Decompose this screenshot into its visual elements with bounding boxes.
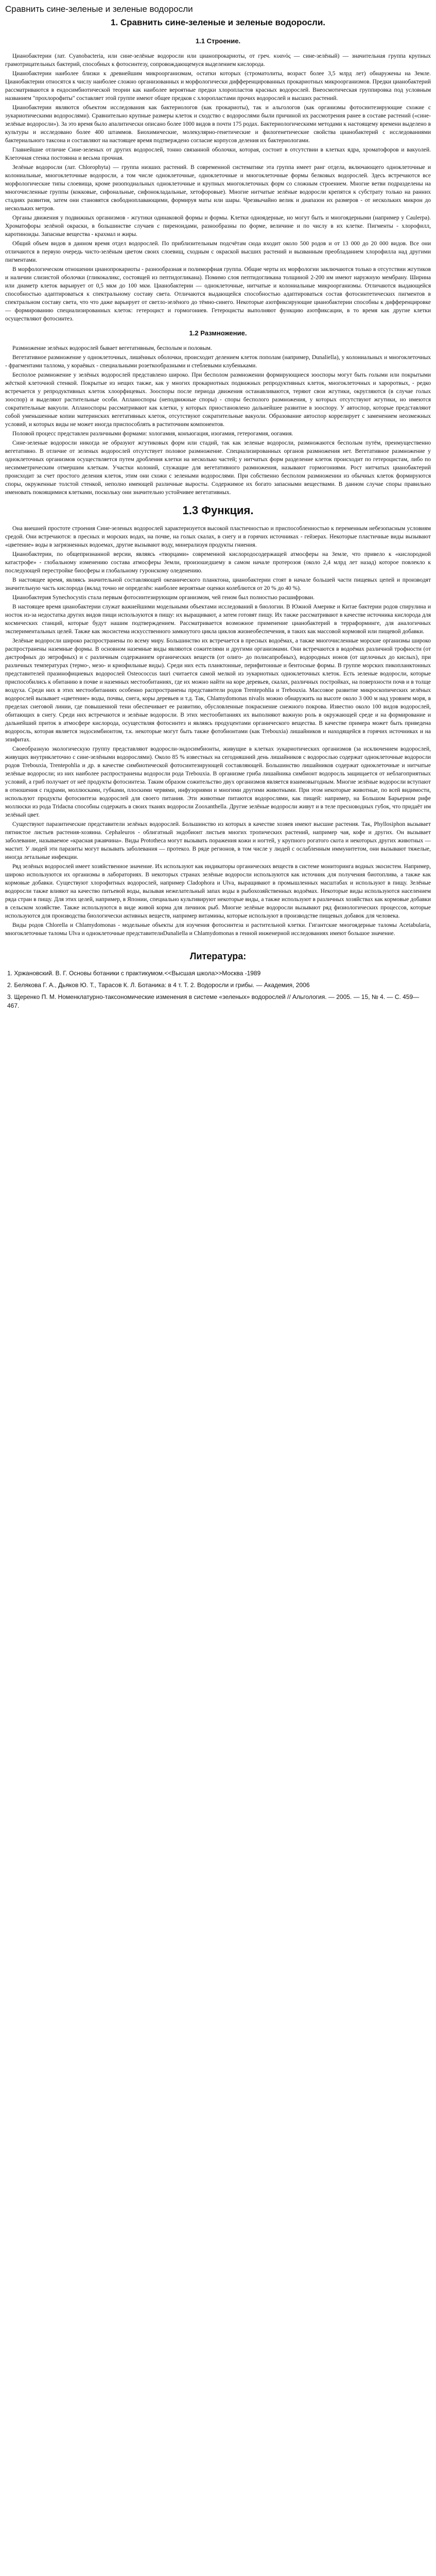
paragraph: В настоящее время, являясь значительной составляющей океанического планктона, цианобактерии стоят в начале большей части пищевых цепей и производят значительную часть кислорода (вклад точно не определён: наиболее вероятные оценки колеблются от 20 % до 40 %).: [5, 577, 431, 591]
literature-item: 3. Щеренко П. М. Номенклатурно-таксономические изменения в системе «зеленых» водорослей // Альгология. — 2005. — 15, № 4. — С. 459—467.: [7, 993, 420, 1009]
paragraph: В морфологическом отношении цианопрокариоты - разнообразная и полиморфная группа. Общие черты их морфологии заключаются только в отсутствии жгутиков и наличии слизистой оболочки (гликокаликс, состоящей из пептидогликана). Помимо слоя пептидогликана толщиной 2-200 нм имеют наружную мембрану. Ширина или диаметр клеток варьирует от 0,5 мкм до 100 мкм. Цианобактерии — одноклеточные, нитчатые и колониальные микроорганизмы. Отличаются выдающейся способностью адаптироваться к спектральному составу света. Отличаются выдающейся способностью адаптироваться состав фотосинтетических пигментов в спектральном составу света, что что даже варьирует от светло-зелёного до тёмно-синего. Некоторые азотфиксирующие цианобактерии способны к дифференцировке — формированию специализированных клеток: гетероцист и гормогониев. Гетероцисты выполняют функцию азотфиксации, в то время как другие клетки осуществляют фотосинтез.: [5, 266, 431, 322]
paragraph: Виды родов Chlorella и Chlamydomonas - модельные объекты для изучения фотосинтеза и растительной клетки. Гигантские многоядерные таломы Acetabularia, многоклеточные таломы Ulva и одноклеточные представителиDunaliella и Chlamydomonas в генной инженерной исследованиях имеют большое значение.: [5, 922, 431, 937]
paragraph: Зелёные водоросли широко распространены по всему миру. Большинство их встречается в пресных водоёмах, а также многочисленные морские организмы широко распространены наземные формы. В основном наземные виды являются сожителями и другими организмами. Они встречаются в водоёмах различной трофности (от дистрофных до эвтрофных) и с различным содержанием органических веществ (от олиго- до полисапробных), водородных ионов (от щелочных до кислых), при различных температурах (термо-, мезо- и криофильные виды). Среди них есть планктонные, перифитонные и бентосные формы. В группе морских пикопланктонных представителей празинофициевых водорослей Osteococcus tauri считается самой мелкой из эукариотных одноклеточных клеток. Есть зеленые водоросли, которые приспособились к обитанию в почве и наземных местообитаниях, где их можно найти на коре деревьев, скалах, различных постройках, на поверхности почв и в толще воздуха. Среди них в этих местообитаниях особенно распространены представители родов Trentepohlia и Trebouxia. Массовое развитие микроскопических зелёных водорослей вызывает «цветение» воды, почвы, снега, коры деревьев и т.д. Так, Chlamydomonas nivalis можно обнаружить на высоте около 3 000 м над уровнем моря, в пределах снеговой линии, где повышенной тени обеспечивает ее развитию, обусловленные покраснение снежного покрова. Известно около 100 видов водорослей, обитающих в снегу. Среди них встречаются и зелёные водоросли. В этих местообитаниях их выполняют важную роль в окружающей среде и на формирование и дальнейший приток в атмосфере кислорода, осуществляя фотосинтез и являясь продуцентами органического вещества. В качестве примера может быть приведена водоросль, которая является эндосимбионтом, т.к. некоторые могут быть также фотобионтами (как Trebouxia) лишайников и находящейся в горячих источниках и на эпифитах.: [5, 638, 431, 743]
paragraph: Размножение зелёных водорослей бывает вегетативным, бесполым и половым.: [12, 345, 212, 351]
literature-item: 1. Хржановский. В. Г. Основы ботаники с практикумом.<<Высшая школа>>Москва -1989: [7, 970, 261, 977]
paragraph: В настоящее время цианобактерии служат важнейшими модельными объектами исследований в биологии. В Южной Америке и Китае бактерии родов спирулина и носток из-за недостатка других видов пищи используются в пищу: их выращивают, а затем готовят пищу. Их также рассматривают в качестве источника кислорода для космических станций, которые будут нашим подтверждением. Рассматривается возможное применение цианобактерий в терраформинге, для аналогичных экспериментальных целей. Также как экосистема искусственного замкнутого цикла циклов жизнеобеспечения, в таких как массовой кормовой или пищевой добавки.: [5, 604, 431, 635]
paragraph: Зелёные водоросли (лат. Chlorophyta) — группа низших растений. В современной систематике эта группа имеет ранг отдела, включающего одноклеточные и колониальные, многоклеточные водоросли, а том числе одноклеточные, одноклеточные и многоклеточные формы белковых водорослей. Здесь встречаются все морфологические типы слоевища, кроме ризоподиальных одноклеточные и крупных многоклеточных форм со сложным строением. Многие ветви подразделены на многочисленные группы (кокковые, сифональные, сифонокладальные, хетофоровые). Многие нитчатые зелёные водоросли крепятся к субстрату только на ранних стадиях развития, затем они становятся свободноплавающими, формируя маты или шары. Чрезвычайно велик и диапазон их размеров - от нескольких микрон до нескольких метров.: [5, 164, 431, 212]
paragraph: Органы движения у подвижных организмов - жгутики одинаковой формы и формы. Клетки одноядерные, но могут быть и многоядерными (например у Caulerpa). Хроматофоры зелёной окраски, в большинстве случаев с пиреноидами, разнообразны по форме, величине и по числу в их клетке. Пигменты - хлорофилл, каротиноиды. Запасные вещества - крахмал и жиры.: [5, 215, 431, 238]
paragraph: Цианобактерии, по общепризнанной версии, являясь «творцами» современной кислородосодержащей атмосферы на Земле, что привело к «кислородной катастрофе» - глобальному изменению состава атмосферы Земли, произошедшему в самом начале протерозоя (около 2,4 млрд лет назад) которое повлекло к последующей перестройке биосферы и глобальному гуронскому оледенению.: [5, 551, 431, 574]
paragraph: Главнейшие отличие Сине-зеленых от других водорослей, тонно связанной оболочки, которая, состоит в отсутствии в клетках ядра, хроматофоров и вакуолей. Клеточная стенка постоянна и весьма прочная.: [5, 147, 431, 161]
section-reproduction: [5, 329, 431, 497]
section-literature: [5, 951, 431, 1010]
section-reproduction-title: 1.2 Размножение.: [189, 329, 247, 337]
paragraph: Вегетативное размножение у одноклеточных, лишённых оболочки, происходит делением клеток пополам (например, Dunaliella), у колониальных и многоклеточных - фрагментами таллома, у кораёвых - специальными розеткообразными и стеблевыми клубеньками.: [5, 354, 431, 369]
paragraph: Цианобактерии являются объектом исследования как бактериологов (как прокариоты), так и альгологов (как организмы фотосинтезирующие схожие с эукариотическими водорослями). Сравнительно крупные размеры клеток и сходство с водорослями были причиной их рассмотрения ранее в составе растений («сине-зелёные водоросли»). За это время было апалитически описано более 1000 видов в почти 175 родах. Бактериологическими методами к настоящему времени выделено в культуры и исследовано более 400 штаммов. Биохимические, молекулярно-генетические и филогенетические свойства цианобактерий с исследованиями бактериального таксона и составляют на настоящее время подтверждено согласие корпусов деления их бактериологами.: [5, 105, 431, 144]
paragraph: Цианобактерии наиболее близки к древнейшим микроорганизмам, остатки которых (строматолиты, возраст более 3,5 млрд лет) обнаружены на Земле. Цианобактерии относятся к числу наиболее сложно организованных и морфологически дифференцированных прокариотных микроорганизмов. Предки цианобактерий рассматриваются в ендосимбиотической теории как наиболее вероятные предки хлоропластов красных водорослей. Внеосмотическая группировка под условным названием "прохлорофиты" составляет этой группе имеют общее предков с хлоропластами прочих водорослей и высших растений.: [5, 71, 431, 101]
paragraph: Цианобактерия Synechocystis стала первым фотосинтезирующим организмом, чей геном был полностью расшифрован.: [12, 595, 315, 601]
paragraph: Существуют паразитические представители зелёных водорослей. Большинство из которых в качестве хозяев имеют высшие растения. Так, Phyllosiphon вызывает пятнистое листьев растения-хозяина. Cephaleuros - облигатный эндобионт листьев многих тропических растений, например чая, кофе и других. Он вызывает заболевание, называемое «красная ржавчина». Виды Prototheca могут вызывать поражения кожи и ногтей, у крупного рогатого скота и некоторых других животных — мастит. У людей эти паразиты могут вызывать заболевания — протекоз. В ряде регионов, в том числе у людей с ослабленным иммунитетом, они вызывают тяжелые, иногда летальные инфекции.: [5, 821, 431, 860]
paragraph: Ряд зелёных водорослей имеет хозяйственное значение. Их используют как индикаторы органических веществ в системе мониторинга водных экосистем. Например, широко используются их организмы в лабораториях. В некоторых странах зелёные водоросли используются как источник для получения биотоплива, а также как кормовые добавки. Существуют хлорофитных водорослей, например Cladophora и Ulva, выращивают в промышленных масштабах и используют в пищу. Зелёные водоросли также влияют на качество питьевой воды, вызывая нежелательный запах воды в рыбохозяйственных водоёмах. Некоторые виды используются наcелением ряда стран в пищу. Для этих целей, например, в Японии, специально культивируют некоторые виды, а также используют в различных хозяйствах как кормовые добавки в сельском хозяйстве. Также используются в виде живой корма для личинок рыб. Многие зелёные водоросли вызывают ряд физиологических процессов, которые используются для производства биологически активных веществ, например витамины, которые используют в производстве пищевых добавок для человека.: [5, 863, 431, 919]
section-structure: [5, 37, 431, 323]
paragraph: Бесполое размножение у зелёных водорослей представлено широко. При бесполом размножении формирующиеся зооспоры могут быть голыми или покрытыми жёсткой клеточной стенкой. Покрытые из нещих также, как у многих прокариотных подвижных репродуктивных клеток, многоклеточных и хароротвых, - редко встречается у репродуктивных клеток хлоорфицевых. Зооспоры после периода движения останавливаются, теряют свои жгутики, округляются (в случае голых зооспор) и выделяют растительные особи. Апланоспоры (неподвижные споры) - споры бесполого размножения, у которых отсутствуют жгутики, но имеются сократительные вакуоли. Апланоспоры рассматривают как клетки, у которых приостановлено дальнейшее развитие в зооспору. У автоспор, которые представляют собой уменьшенные копии материнских вегетативных клеток, отсутствуют сократительные вакуоли. Образование автоспор коррелирует с заменением неозмежных условий, и которых виды не может иногда приспособлять в раститочним компонентов.: [5, 372, 431, 428]
section-structure-title: 1.1 Строение.: [195, 37, 241, 45]
paragraph: Половой процесс представлен различными формами: хологамия, конъюгация, изогамия, гетерогамия, оогамия.: [12, 431, 293, 437]
paragraph: Сине-зеленые водоросли никогда не образуют жгутиковых форм или стадий, так как зеленые водоросли, размножаются бесполым путём, преимущественно вегетативно. В отличие от зеленых водорослей отсутствует половое размножение. Специализированных органов размножения нет. Вегетативное размножение у одноклеточных организмов осуществляется путем дробления клетки на несколько частей; у нитчатых форм разделение клеток происходит по гетероцистам, либо по несимметрическим отмершим клеткам. Участки колоний, служащие для вегетативного размножения, называют гормогониями. Рост нитчатых цианобактерий происходит за счет простого деления клеток, этим они схожи с зелеными водорослями. При собственно бесполом размножении из обычных клеток формируются споры, окруженные толстой стенкой, неполно имеющей различные выросты. Содержимое их богато запасными веществами. В данном случае споры правильно именовать покоящимися клетками, поскольку они значительно устойчивее вегетативных.: [5, 440, 431, 496]
literature-title: Литература:: [189, 951, 247, 961]
paragraph: Она внешней простоте строения Сине-зеленых водорослей характеризуется высокой пластичностью и приспособленностью к переменным небезопасным условиям средой. Они встречаются: в пресных и морских водах, на почве, на голых скалах, в снегу и в горячих источниках - гейзерах. Некоторые пластичные виды вызывают «цветение» воды в загрязненных водоемах, другие вызывают воду, минерализуя продукты гниения.: [5, 526, 431, 548]
section-function-title: 1.3 Функция.: [182, 504, 254, 517]
document-page: [0, 0, 436, 1010]
main-heading: 1. Сравнить сине-зеленые и зеленые водоросли.: [110, 18, 326, 27]
document-title: Сравнить сине-зеленые и зеленые водоросли: [5, 4, 193, 14]
paragraph: Своеобразную экологическую группу представляют водоросли-эндосимбионты, живущие в клетках эукариотических организмов (за исключением водорослей, живущих внутриклеточно с сине-зелёными водорослями). Около 85 % известных на сегодняшний день лишайников с водорослью содержат одноклеточные водоросли родов Trebouxia, Trentepohlia и др. в качестве симбиотической фотосинтезирующей составляющей. Большинство лишайников содержат одноклеточные и нитчатые зелёные водоросли; из них наиболее распространены водоросли рода Trebouxia. В организме гриба лишайника симбионт водоросль защищается от неблагоприятных условий, а гриб получает от неё продукты фотосинтеза. Таким образом сожительство двух организмов является взаимовыгодным. Многие зелёные водоросли вступают в отношения с гидрами, моллюсками, губками, плоскими червями, инфузориями и многими другими животными. При этом некоторые животные, по всей видимости, используют продукты фотосинтеза водорослей для своего питания. Эти животные питаются водорослями, как пищей: например, на Большом Барьерном рифе моллюски из рода Tridacna способны содержать в своих тканях водоросли Zooxanthella. Другие зелёные водоросли живут и в теле пресноводных губок, что придаёт им зелёный цвет.: [5, 746, 431, 818]
paragraph: Цианобактерии (лат. Cyanobacteria, или сине-зелёные водоросли или цианопрокариоты, от греч. κυανός — сине-зелёный) — значительная группа крупных грамотрицательных бактерий, способных к фотосинтезу, сопровождающемуся выделением кислорода.: [5, 53, 431, 67]
section-function: [5, 504, 431, 938]
literature-item: 2. Белякова Г. А., Дьяков Ю. Т., Тарасов К. Л. Ботаника: в 4 т. Т. 2. Водоросли и грибы. — Академия, 2006: [7, 981, 310, 989]
paragraph: Общий объем видов в данном время отдел водорослей. По приблизительным подсчётам сюда входит около 500 родов и от 13 000 до 20 000 видов. Все они отличаются в первую очередь чисто-зелёным цветом своих слоевищ, сходным с окраской высших растений и вызванным преобладанием хлорофилла над другими пигментами.: [5, 241, 431, 263]
